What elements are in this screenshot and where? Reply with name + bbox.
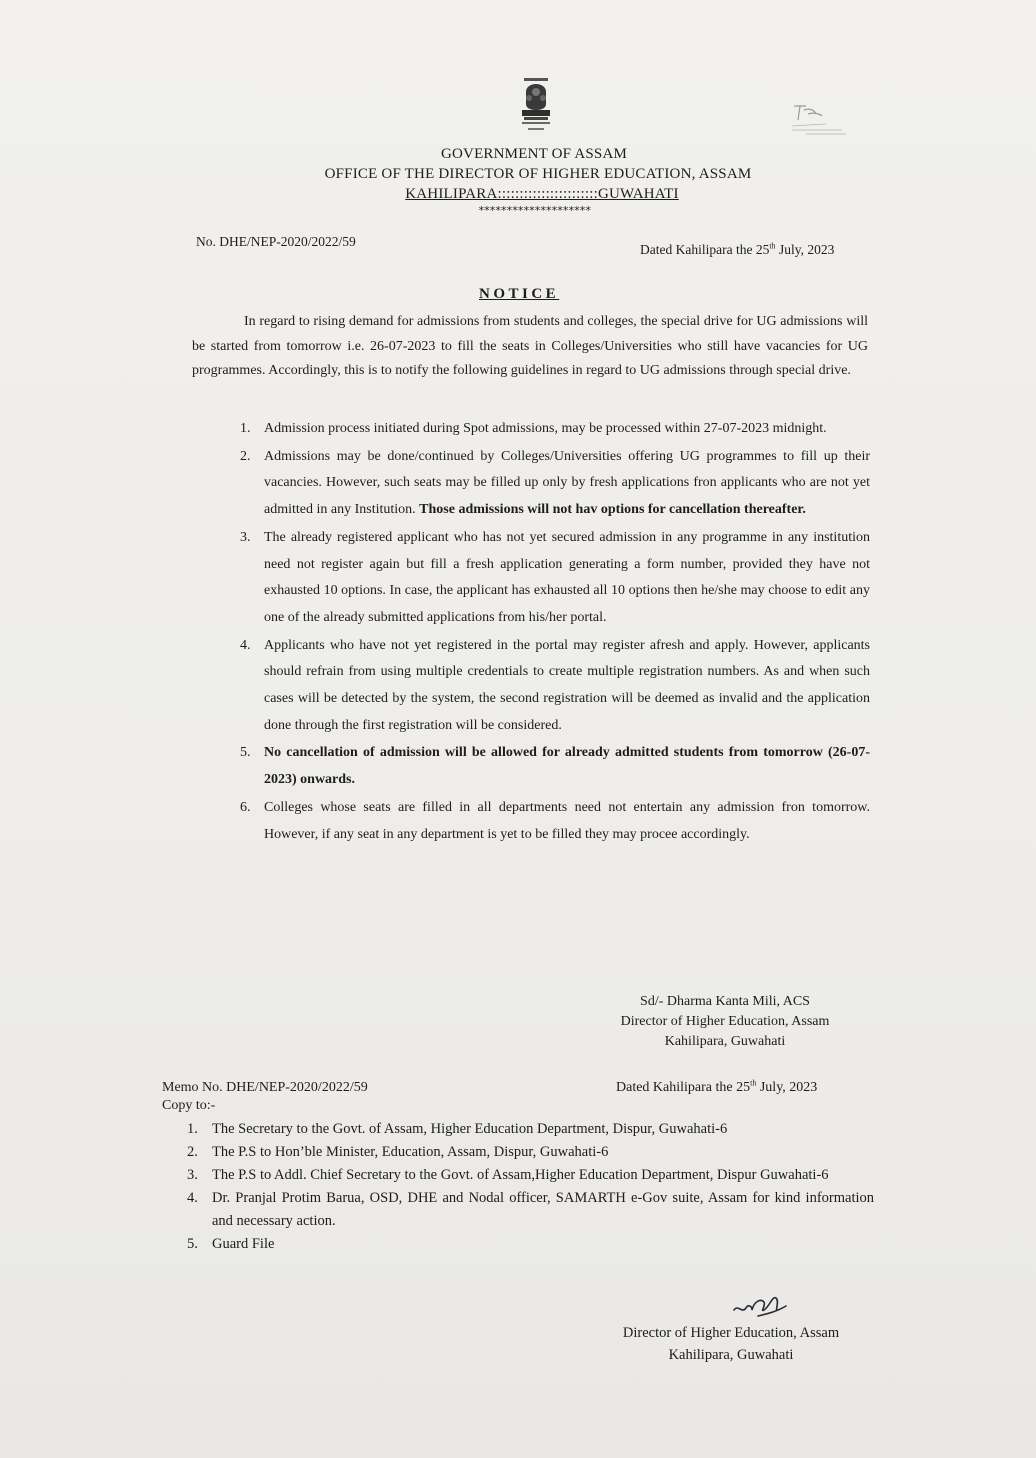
guideline-text: Admissions may be done/continued by Colleges/Universities offering UG programmes to fill up their vacancies. However, such seats may be filled up only by fresh applications fron applicants who are not yet admitted in any Institution. (264, 448, 870, 518)
final-signature-block (603, 1322, 859, 1366)
handwritten-signature (730, 1288, 790, 1324)
memo-number: Memo No. DHE/NEP-2020/2022/59 (162, 1080, 368, 1095)
header-location-dots: :::::::::::::::::::::: (501, 186, 598, 202)
copy-to-text: Dr. Pranjal Protim Barua, OSD, DHE and Nodal officer, SAMARTH e-Gov suite, Assam for kind information and necessary action. (212, 1190, 874, 1229)
reference-number: No. DHE/NEP-2020/2022/59 (196, 234, 356, 249)
signature-block (598, 992, 852, 1052)
header-office: OFFICE OF THE DIRECTOR OF HIGHER EDUCATION, ASSAM (324, 166, 752, 182)
header-location (24, 186, 1036, 203)
guideline-item (228, 740, 870, 793)
memo-date-prefix: Dated Kahilipara the 25 (616, 1080, 751, 1095)
copy-to-item (182, 1233, 874, 1256)
guideline-text: Admission process initiated during Spot admissions, may be processed within 27-07-2023 midnight. (264, 421, 827, 436)
intro-paragraph: In regard to rising demand for admissions from students and colleges, the special drive for UG admissions will be started from tomorrow i.e. 26-07-2023 to fill the seats in Colleges/Universities who still have vacancies for UG programmes. Accordingly, this is to notify the following guidelines in regard to UG admissions through special drive. (192, 314, 868, 378)
guideline-number: 5. (240, 745, 251, 761)
copy-to-text: The Secretary to the Govt. of Assam, Higher Education Department, Dispur, Guwahati-6 (212, 1121, 728, 1137)
guideline-number: 2. (240, 448, 251, 464)
logo-mark (786, 100, 850, 140)
header-government: GOVERNMENT OF ASSAM (440, 146, 628, 162)
header-location-right: GUWAHATI (597, 186, 679, 202)
guideline-number: 3. (240, 529, 251, 545)
signatory-name: Sd/- Dharma Kanta Mili, ACS (640, 994, 810, 1009)
guideline-text: Colleges whose seats are filled in all departments need not entertain any admission fron tomorrow. However, if any seat in any department is yet to be filled they may procee accordingly. (264, 799, 870, 842)
notice-title: NOTICE (479, 286, 560, 302)
copy-to-item (182, 1164, 874, 1187)
copy-to-item (182, 1187, 874, 1233)
copy-to-number: 3. (187, 1167, 198, 1183)
copy-to-item (182, 1141, 874, 1164)
final-signatory-location: Kahilipara, Guwahati (668, 1347, 794, 1363)
final-signatory-designation: Director of Higher Education, Assam (622, 1325, 840, 1341)
copy-to-number: 2. (187, 1144, 198, 1160)
notice-date-prefix: Dated Kahilipara the 25 (640, 242, 770, 257)
guideline-text: The already registered applicant who has not yet secured admission in any programme in any institution need not register again but fill a fresh application generating a form number, provided they have not exhausted 10 options. In case, the applicant has exhausted all 10 options then he/she may choose to edit any one of the already submitted applications from his/her portal. (264, 529, 870, 625)
header-stars: ******************** (478, 204, 591, 217)
guideline-number: 6. (240, 799, 251, 815)
signatory-designation: Director of Higher Education, Assam (620, 1014, 830, 1029)
copy-to-number: 1. (187, 1121, 198, 1137)
guideline-item (228, 795, 870, 848)
guidelines-list (228, 416, 870, 849)
copy-to-list (182, 1118, 874, 1256)
copy-to-text: Guard File (212, 1236, 275, 1252)
notice-date-sup: th (769, 241, 776, 251)
notice-date (640, 242, 834, 258)
guideline-number: 4. (240, 637, 251, 653)
guideline-bold-text: Those admissions will not hav options for cancellation thereafter. (419, 502, 806, 518)
guideline-bold-text: No cancellation of admission will be allowed for already admitted students from tomorrow (26-07-2023) onwards. (264, 745, 870, 788)
guideline-item (228, 633, 870, 740)
header-location-left: KAHILIPARA: (405, 186, 502, 202)
memo-date (616, 1080, 817, 1096)
memo-date-suffix: July, 2023 (756, 1080, 818, 1095)
national-emblem-icon (514, 78, 558, 138)
copy-to-number: 5. (187, 1236, 198, 1252)
guideline-text: Applicants who have not yet registered in the portal may register afresh and apply. However, applicants should refrain from using multiple credentials to create multiple registration numbers. As and when such cases will be detected by the system, the second registration will be deemed as invalid and the application done through the first registration will be considered. (264, 637, 870, 733)
copy-to-item (182, 1118, 874, 1141)
copy-to-text: The P.S to Hon’ble Minister, Education, Assam, Dispur, Guwahati-6 (212, 1144, 609, 1160)
copy-to-text: The P.S to Addl. Chief Secretary to the Govt. of Assam,Higher Education Department, Dispur Guwahati-6 (212, 1167, 829, 1183)
guideline-item (228, 525, 870, 632)
memo-date-sup: th (750, 1078, 757, 1088)
notice-date-suffix: July, 2023 (775, 242, 835, 257)
guideline-item (228, 416, 870, 443)
copy-to-label: Copy to:- (162, 1098, 216, 1113)
copy-to-number: 4. (187, 1190, 198, 1206)
signatory-location: Kahilipara, Guwahati (664, 1034, 786, 1049)
guideline-number: 1. (240, 421, 251, 436)
guideline-item (228, 444, 870, 524)
